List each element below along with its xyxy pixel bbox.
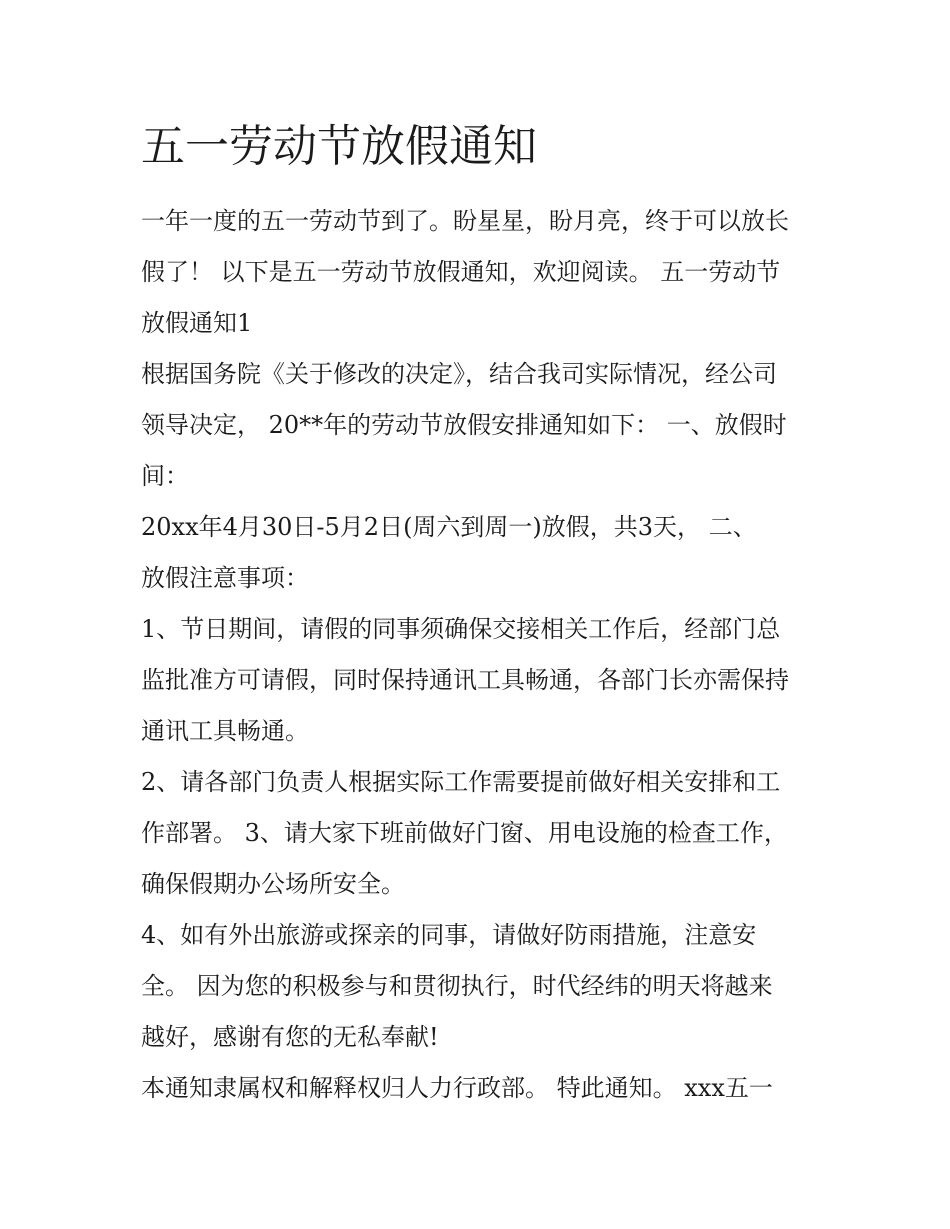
body-line: 通讯工具畅通。 bbox=[141, 717, 309, 745]
body-line: 假了！ 以下是五一劳动节放假通知，欢迎阅读。 五一劳动节 bbox=[141, 258, 781, 286]
body-line: 作部署。 3、请大家下班前做好门窗、用电设施的检查工作， bbox=[141, 819, 788, 847]
body-line: 监批准方可请假，同时保持通讯工具畅通，各部门长亦需保持 bbox=[141, 666, 789, 694]
body-line: 间： bbox=[141, 462, 189, 490]
page-title: 五一劳动节放假通知 bbox=[141, 121, 537, 172]
body-line: 本通知隶属权和解释权归人力行政部。 特此通知。 xxx五一 bbox=[141, 1074, 773, 1102]
body-line: 领导决定， 20**年的劳动节放假安排通知如下： 一、放假时 bbox=[141, 411, 787, 439]
body-line: 20xx年4月30日-5月2日(周六到周一)放假，共3天， 二、 bbox=[141, 513, 757, 541]
body-line: 4、如有外出旅游或探亲的同事，请做好防雨措施，注意安 bbox=[141, 921, 757, 949]
body-line: 一年一度的五一劳动节到了。盼星星，盼月亮，终于可以放长 bbox=[141, 207, 789, 235]
body-line: 1、节日期间，请假的同事须确保交接相关工作后，经部门总 bbox=[141, 615, 781, 643]
body-line: 根据国务院《关于修改的决定》，结合我司实际情况，经公司 bbox=[141, 360, 777, 388]
body-line: 全。 因为您的积极参与和贯彻执行，时代经纬的明天将越来 bbox=[141, 972, 773, 1000]
body-line: 确保假期办公场所安全。 bbox=[141, 870, 405, 898]
body-line: 2、请各部门负责人根据实际工作需要提前做好相关安排和工 bbox=[141, 768, 781, 796]
body-line: 放假注意事项： bbox=[141, 564, 309, 592]
body-line: 越好，感谢有您的无私奉献! bbox=[141, 1023, 439, 1051]
body-line: 放假通知1 bbox=[141, 309, 253, 337]
